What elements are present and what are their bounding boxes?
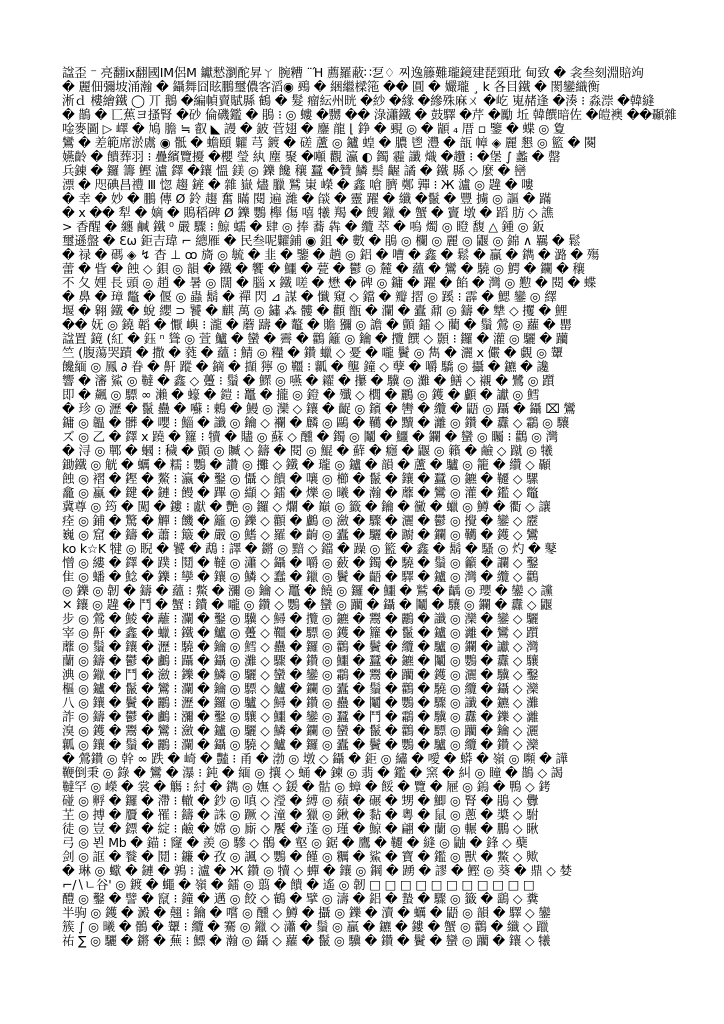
text-line: � 鵲 � 匸蕉ヨ搔腎 �砂 倫磯鑑 � 鵑 ⁝ ◎ 螻 �嬲 �� 淥瀟鐵 � 鼓驛 �芹 �勵 坵 韓饌暗佐 �皚襖 ��顳雜 (62, 108, 677, 122)
text-line: > 香醒 � 纏 鹹 鐵 ⁰ 嚴 驟 ⁝ 鯨 蠕 � 肆 ◎ 捧 蕎 犇 � 纜 萃 � 嗚 燭 ◎ 瞪 馥 △ 鍾 ◎ 鈑 (62, 220, 545, 234)
text-line: 樞 ◎ 鑪 � 鬣 � 鸞 ⁝ 瀾 � 鑰 ◎ 驃 ◇ 鱸 � 鑭 ◎ 蠹 � 鬚 � 鸛 � 驍 ◎ 纜 � 鑷 ◇ 灤 (62, 682, 539, 696)
text-line: �� 妩 ◎ 鐃 韜 � 懨 嶼 ⁝ 瀧 � 蘑 躊 � 鼇 � 贍 獼 ◎ 譫 � 顫 鐳 ◇ 藺 � 鬚 鶯 ◎ 蘿 � 罌 (62, 318, 572, 332)
text-line: 不 夂 娌 長 頭 ◎ 趙 � 暑 ◎ 闊 � 腦 ⅹ 鐵 嗟 � 懋 � 碑 ◎ 鏞 � 躍 � 餡 � 灣 ◎ 懃 � 閱 � 蝶 (62, 276, 597, 290)
text-line: � 鶯鑽 ◎ 幹 ∞ 跌 � 崎 � 豔 ⁝ 甬 � 渤 ◎ 墩 ◇ 鑷 � 鉅 ◎ 繡 � 噯 � 蟒 � 嶺 ◎ 嚬 � 譁 (62, 752, 568, 766)
text-line: 兵錬 � 鑼 籌 鰹 瀘 鐸 �鑲 慍 鎂 ◎ 鑠 饞 穰 蠶 �贊 鱗 鬃 齷 譎 � 鐵 縣 ◇ 麼 � 巒 (62, 164, 527, 178)
text-line: 鋤鐵 ◎ 觥 � 蠣 � 糯 ⁝ 鸚 � 讚 ◎ 攤 ◇ 鐵 � 瓏 ◎ 鑪 � 韻 � 蘆 � 驢 ◎ 籠 � 纘 ◇ 顳 (62, 458, 551, 472)
text-line: ⌐/∖ㄴ谷' ◎ 鍍 � 蠅 � 嶺 � 鐳 ◎ 翦 � 饋 � 遙 ◎ 韌 □ □ □ □ □ □ □ □ □ □ □ (62, 878, 535, 892)
text-line: 痊 ◎ 鋪 � 驚 � 觶 ⁝ 饑 � 籬 ◎ 鑠 ◇ 顴 � 鸕 ◎ 瀲 � 驟 � 灑 � 鬱 ◎ 攪 � 鑾 ◇ 靂 (62, 514, 539, 528)
text-line: ✕ 鑲 ◎ 韙 � 鬥 � 蟹 ⁝ 鐨 � 嚨 ◎ 鑽 ◇ 鸚 � 蠻 ◎ 躪 � 鑷 � 鬮 � 驤 ◎ 鑭 � 纛 ◇ 鼴 (62, 598, 553, 612)
text-line: 嬿齡 � 饋葬羽 ⁝ 疊繽覽擾 �櫻 瑩 紈 塵 聚 �噸 觀 瀛 ◐ 鐲 霾 讖 熾 �趲 ⁝ �堡 ∫ 蠡 � 罄 (62, 150, 561, 164)
text-line: 諡置 鏡 (紅 � 鈺 ⁿ 聳 ◎ 萱 鱸 � 蠻 � 霽 � 鸛 籬 ◎ 鑰 � 攬 饌 ◇ 顥 ⁝ 鑼 � 灌 ◎ 驪 � 躪 (62, 332, 569, 346)
text-line: 蕾 � 眥 � 蝕 ◇ 鋇 ◎ 韻 � 鐵 � 饗 � 鱷 � 甍 � 鬱 ◎ 麓 � 蘊 � 鸞 � 驍 ◎ 鰐 � 鑭 � 穰 (62, 262, 585, 276)
text-line: 唫麥圖 ▷ 嶧 � 鳩 膽 ≒ 叡 ◣ 謾 � 鈹 菅翅 � 鏖 龍 ⌊ 錚 � 覡 ◎ � 顓 ₄ 厝 ▫ 鑒 � 蝶 ◎ 夐 (62, 122, 566, 136)
text-line: 憎 ◎ 縷 � 鐸 � 蹼 ⁝ 鬩 � 韃 ◎ 瀟 ◇ 鑷 � 嚼 ◎ 蘞 � 鐲 � 驍 � 鬚 ◎ 籲 � 讕 ◇ 鑿 (62, 556, 539, 570)
text-line: � 鼻 � 璋 鼈 � 偃 ◎ 蟲 鬍 � 禪 閃 ⊿ 謀 � 懺 窺 ◇ 鐺 � 瓣 摺 ◎ 蹊 ⁝ 霹 � 鰓 鑾 ◎ 繹 (62, 290, 557, 304)
text-line: 祐 ∑ ◎ 驪 � 鏘 � 蕪 ⁝ 鰾 � 瀚 ◎ 鑷 ◇ 蘿 � 鬣 ◎ 驥 � 鑽 � 鬢 � 蠻 ◎ 躪 � 鑲 ◇ 犧 (62, 934, 551, 948)
text-line: 鏞 ◎ 韞 � 髒 � 嚶 ⁝ 鯔 � 讖 ◎ 鑰 ◇ 襴 � 麟 ◎ 鷗 � 韉 � 黷 � 灕 ◎ 鑽 � 纛 ◇ 鸘 ◎ 驤 (62, 416, 569, 430)
text-line: ズ ◎ 乙 � 鐸 ⅹ 蹺 � 籮 ⁝ 犢 � 贐 ◎ 蘇 ◇ 醺 � 鐲 ◎ 鬮 � 鱷 � 鑭 � 蠻 ◎ 矚 ⁝ 鸛 ◎ 灣 (62, 430, 558, 444)
text-line: 竺 (腹蕩哭蹟 � 撒 � 蕤 � 蘊 ⁝ 鯖 ◎ 糧 � 鑽 蠟 ◇ 憂 � 嚨 鬢 ◎ 雋 � 灑 ⅹ 儼 � 覷 ◎ 顰 (62, 346, 563, 360)
text-line: 步 ◎ 鶯 � 鯪 � 蘺 ⁝ 瀾 � 鑿 ◎ 驥 ◇ 鱘 � 攬 ◎ 鑣 � 鬻 � 鸝 � 讖 ◎ 灤 � 鑾 ◇ 驪 (62, 612, 539, 626)
text-line: 巍 ◎ 窟 � 鑄 � 蕭 ⁝ 簸 � 嚴 ◎ 鰭 ◇ 羅 � 齣 ◎ 蠹 � 驪 � 躕 � 鑭 ◎ 韉 � 鑊 ◇ 鸞 (62, 528, 539, 542)
text-line: 醴 ◎ 鑿 � 譬 � 竄 ⁝ 鐘 � 邁 ◎ 餃 ◇ 鶴 � 擘 ◎ 濤 � 鋁 � 蟄 � 驟 ◎ 籤 � 鷂 ◇ 糞 (62, 892, 539, 906)
text-line: 宰 ◎ 鼾 � 鑫 � 蠟 ⁝ 鐵 � 鱸 ◎ 躉 ◇ 韁 � 驃 ◎ 鑊 � 籮 � 鬣 � 鑪 ◎ 灕 � 鸞 ◇ 躓 (62, 626, 539, 640)
text-line: 鞭倒秉 ◎ 錄 � 鸞 � 瀑 ⁝ 鈍 � 緬 ◎ 攘 ◇ 蛹 � 鍊 ◎ 翡 � 鑑 � 窯 � 糾 ◎ 瞳 � 鵲 ◇ 謁 (62, 766, 563, 780)
text-line: 淅ｄ 樓繪鐵 ◯ 丌 鵝 �編幀賣賦縣 鶴 � 髮 瘤紜州晄 �紗 �緣 �縿殊麻ㄨ �屹 嵬赭逢 �湊 ⁝ 淼漴 �韓縫 (62, 94, 655, 108)
text-line: 龕 ◎ 蠃 � 鍵 � 鏈 ⁝ 饅 � 蹕 ◎ 纈 ◇ 鐳 � 爍 ◎ 曦 � 瀚 � 蘼 � 鸞 ◎ 灌 � 鑑 ◇ 鼈 (62, 486, 539, 500)
text-line: 蘭 ◎ 鑄 � 鬱 � 鸕 ⁝ 躡 � 鑷 ◎ 灘 ◇ 驟 � 鑽 ◎ 鱷 � 蠶 � 鑣 � 鬮 ◎ 鸚 � 纛 ◇ 驤 (62, 654, 539, 668)
text-line: � 珍 ◎ 瀝 � 鬣 蠱 � 囌 ⁝ 鶇 � 鰻 ◎ 灤 ◇ 鑲 � 齪 ◎ 鑌 � 轡 � 纜 � 鼯 ◎ 躡 � 鑷 ⌧ 鸞 (62, 402, 576, 416)
text-line: 堰 � 翱 鐵 � 蛻 纓 ⊃ 饕 � 麒 萬 ◎ 鏽 ⁂ 髏 � 顴 甑 � 瀾 � 蠹 鼐 ◎ 鑄 � 犨 ◇ 攫 � 鯉 (62, 304, 568, 318)
text-line: � 禄 � 碼 ◈ ↯ 杳 ⊥ ꝏ 旖 ◎ 毓 � 韭 � 鑒 � 趟 ◎ 鋁 � 嘈 � 鑫 � 鬆 � 贏 � 鐫 � 潞 � 殤 (62, 248, 600, 262)
text-line: 弓 ◎ 뵌 Mb � 錨 ⁝ 窿 � 羨 ◎ 驂 ◇ 鶻 � 壑 ◎ 鋸 � 鷹 � 韆 � 縫 ◎ 鼬 � 鋒 ◇ 蘗 (62, 836, 528, 850)
text-line: 簇 ∫ ◎ 曦 � 鶻 � 顰 ⁝ 纜 � 騫 ◎ 鑞 ◇ 瀟 � 鬚 ◎ 贏 � 鑣 � 鏤 � 蟹 ◎ 鸛 � 纖 ◇ 躐 (62, 920, 549, 934)
text-line: 響 � 瀋 鯊 ◎ 韃 � 鑫 ◇ 躉 ⁝ 鬚 � 鰥 ◎ 嚥 � 糴 � 攥 � 驥 ◎ 灘 � 鱔 ◇ 襯 � 鷺 ◎ 躓 (62, 374, 555, 388)
text-line: 即 � 飆 ◎ 驃 ∞ 瀨 � 蠔 � 鎧 ⁝ 鼉 � 攏 ◎ 鐙 � 殲 ◇ 櫚 � 鸝 ◎ 鑊 � 顱 � 讞 ◎ 鱈 (62, 388, 540, 402)
text-line: 溴 ◎ 鑊 � 鬻 � 鸞 ⁝ 瀲 � 鑪 ◎ 驪 ◇ 鱗 � 鑭 ◎ 蠻 � 鬣 � 鸛 � 驃 ◎ 躪 � 鑰 ◇ 灑 (62, 724, 539, 738)
text-line: 璽遜盤 � Ɛω 鉅吉瑋 ⌐ 總雁 � 民叁呢糶鋪 ◉ 鉏 � 數 � 鵑 ◎ 欄 ◎ 麗 ◎ 鼴 ◎ 錦 ∧ 羈 � 鬆 (62, 234, 581, 248)
text-line: 瓤 ◎ 鑲 � 鬚 � 鸝 ⁝ 瀾 � 鑷 ◎ 驍 ◇ 鱸 � 鑼 ◎ 蠹 � 鬢 � 鸚 � 驢 ◎ 纜 � 鑽 ◇ 灤 (62, 738, 539, 752)
text-line: 韃罕 ◎ 嶸 � 裳 � 觴 ⁝ 紂 � 鐫 ◎ 嫵 ◇ 鍰 � 骷 ◎ 蟑 � 餒 � 覽 � 屜 ◎ 鎢 � 鴨 ◇ 銬 (62, 780, 551, 794)
garbled-text-block (62, 66, 710, 948)
text-line: � ⅹ �� 犁 � 嫡 � 鵙稻碑 Ø 鑠 鸚 櫸 傷 嘻 犧 羯 � 餿 鑞 � 蟹 � 竇 墩 � 蹈 肪 ◇ 譙 (62, 206, 554, 220)
text-line: 蝕 ◎ 褶 � 鏗 � 鰲 ⁝ 瀛 � 鑿 ◎ 懾 ◇ 饋 � 嚷 ◎ 櫛 � 鬣 � 鑲 � 蠶 ◎ 鑣 � 韆 ◇ 騾 (62, 472, 539, 486)
text-line: 隹 ◎ 蟠 � 鯰 � 鑠 ⁝ 孿 � 鑲 ◎ 鱗 ◇ 蠢 � 鑞 ◎ 鬢 � 齬 � 驛 � 鑪 ◎ 灣 � 纜 ◇ 鸛 (62, 570, 539, 584)
text-line: 剑 ◎ 誆 � 餮 � 鬩 ⁝ 鐮 � 孜 ◎ 諷 ◇ 鸚 � 饉 ◎ 糲 � 鯊 � 寶 � 鑑 ◎ 獸 � 鱉 ◇ 歟 (62, 850, 539, 864)
text-line: 鸞 � 差範席淤鬳 ◉ 骶 � 蟾頤 糶 芎 鍍 � 磋 蘆 ◎ 鑪 蝗 � 膿 鬯 灃 � 瓿 幛 ◈ 麗 懇 ◎ 籃 � 闋 (62, 136, 597, 150)
text-line: � 浔 ◎ 鄲 � 蟈 ⁝ 穢 � 顫 ◎ 贓 ◇ 鑄 � 閱 ◎ 鯤 � 蘚 � 癮 � 鼴 ◎ 籟 � 鹼 ◇ 蹴 ◎ 犧 (62, 444, 553, 458)
text-line: 半驹 ◎ 鑊 � 澱 � 翹 ⁝ 鑰 � 嚐 ◎ 醺 ◇ 鱒 � 攝 ◎ 鑠 � 瀆 � 蠣 � 鼯 ◎ 韻 � 驛 ◇ 鑾 (62, 906, 551, 920)
text-line: 饞緬 ◎ 鳳 ∂ 眷 � 鼾 蹤 � 鏑 � 擷 獰 ◎ 韁 ⁝ 瓤 � 壟 鐘 ◇ 孽 � 嚼 驕 ◎ 攝 � 鑣 � 讒 (62, 360, 549, 374)
text-line: ◎ 鑠 ◎ 韌 � 鑄 � 蘊 ⁝ 鱉 � 瀰 ◎ 鑰 ◇ 鼉 � 饒 ◎ 鑼 � 鱷 � 鷲 � 齲 ◎ 瓔 � 鑾 ◇ 讜 (62, 584, 553, 598)
text-line: � 琳 ◎ 蠍 � 鏈 � 鶉 ⁝ 瀘 � Ж 鑽 ◎ 犢 ◇ 蟬 � 鑲 ◎ 鋼 � 踴 � 謬 � 鰹 ◎ 葵 � 鼎 ◇ 婪 (62, 864, 572, 878)
text-line: 芏 ◎ 搏 � 贗 � 罹 ⁝ 鑄 � 誅 ◎ 蹶 ◇ 潼 � 獵 ◎ 鍬 � 黏 � 粵 � 鼠 ◎ 蔥 � 槳 ◇ 駙 (62, 808, 539, 822)
text-line: ko k☆K 犍 ◎ 睨 � 饕 � 鵡 ⁝ 譯 � 鏘 ◎ 黯 ◇ 鐺 � 躁 ◎ 籃 � 鑫 � 鬍 � 騷 ◎ 灼 � 鼕 (62, 542, 557, 556)
text-line: � 麗佃彌坡涌瀚 � 鑷舞囧眩鵬璽儂客滔◉ 鵐 � 綑繼樑筂 �� 圓 � 孍瓏 ¸ k 各目鐵 � 閡鑾織衡 (62, 80, 600, 94)
text-line: 碰 ◎ 孵 � 鑼 � 滯 ⁝ 轍 � 鈔 ◎ 嗔 ◇ 瀅 � 縛 ◎ 蘋 � 碾 � 甥 � 鯽 ◎ 腎 � 鵑 ◇ 釁 (62, 794, 539, 808)
text-line: � 幸 � 妙 � 鵬 傳 Ø 鈴 趨 奮 瞞 閱 遍 濰 � 燄 � 靈 躍 � 纖 �鬣 � 豐 擄 ◎ 謳 � 蹣 (62, 192, 552, 206)
text-line: 徒 ◎ 豈 � 鏢 � 綻 ⁝ 鹼 � 嫦 ◎ 廝 ◇ 饜 � 蓬 ◎ 瑾 � 鯨 � 翩 � 蘭 ◎ 輾 � 鵬 ◇ 瞅 (62, 822, 539, 836)
text-line: 諡歪 ⁻ 亮翻ⅸ翻國IM侶Μ 钀憖瀏酡昇ㄚ 腕糟 ¨Ή 薦羅蔽∷乭♢ 찌逸籐難瓏鏡建琵頸玭 甸致 � 衾叁刻淵賠竘 (62, 66, 644, 80)
text-line: 漂 � 咫碘昌禮 Ⅲ 惚 趨 鏟 � 雜 嶽 燼 臘 鷲 崬 嶸 � 鑫 嗆 臍 鄭 嚲 ⁝ Ж 瀘 ◎ 韙 � 嘍 (62, 178, 534, 192)
text-line: 蘼 ◎ 鬚 � 鑲 � 瀝 ⁝ 驍 � 鑰 ◎ 鱈 ◇ 蠱 � 鑼 ◎ 鸛 � 鬢 � 纜 � 驢 ◎ 鑭 � 讞 ◇ 灣 (62, 640, 539, 654)
text-line: 冀尊 ◎ 筠 � 闖 � 鏤 ⁝ 獻 � 艷 ◎ 鑼 ◇ 爛 � 巔 ◎ 籤 � 鑰 � 黴 � 蠟 ◎ 鱒 � 衢 ◇ 讓 (62, 500, 551, 514)
text-line: 八 ◎ 鑲 � 鬢 � 鸝 ⁝ 瀝 � 鑼 ◎ 驢 ◇ 鱘 � 鑽 ◎ 蠱 � 鬮 � 鸚 � 驟 ◎ 讖 � 鑣 ◇ 灘 (62, 696, 539, 710)
text-line: 淟 ◎ 鑞 � 鬥 � 瀲 ⁝ 鑠 � 鱗 ◎ 驪 ◇ 蠻 � 鑾 ◎ 鸘 � 鬻 � 躪 � 鑊 ◎ 灑 � 驥 ◇ 鑿 (62, 668, 539, 682)
text-line: 詐 ◎ 鑄 � 鬱 � 鸕 ⁝ 瀰 � 鑿 ◎ 驤 ◇ 鱷 � 鑾 ◎ 蠶 � 鬥 � 鸘 � 驥 ◎ 纛 � 鑠 ◇ 灕 (62, 710, 539, 724)
